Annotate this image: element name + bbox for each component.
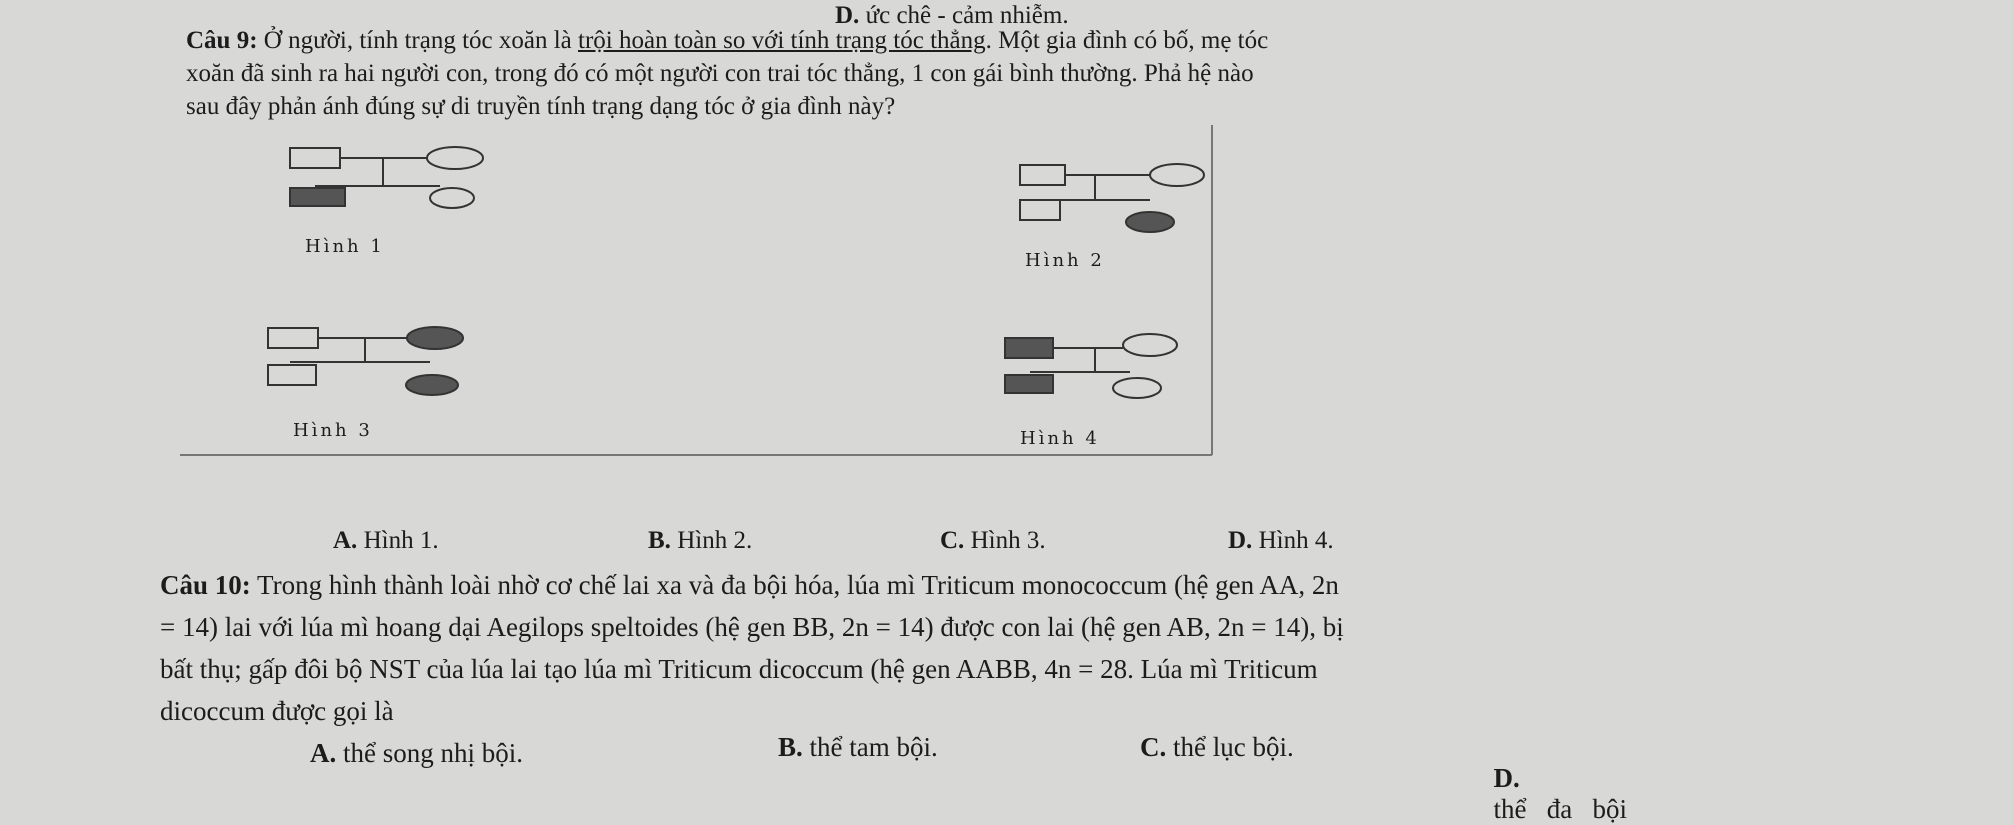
father-unaffected — [1020, 165, 1065, 185]
son-affected — [290, 188, 345, 206]
pedigree-3 — [268, 327, 463, 395]
mother-affected — [407, 327, 463, 349]
pedigree-2 — [1020, 164, 1204, 232]
figure-label-3: Hình 3 — [293, 420, 373, 441]
q10-line2: = 14) lai với lúa mì hoang dại Aegilops speltoides (hệ gen BB, 2n = 14) được con lai (hệ gen AB, 2n = 14), bị — [160, 612, 1344, 642]
pedigree-4 — [1005, 334, 1177, 398]
father-unaffected — [268, 328, 318, 348]
daughter-unaffected — [1113, 378, 1161, 398]
q10-option-d: D. thể đa bội — [1493, 763, 1627, 824]
q9-option-a: A. Hình 1. — [333, 527, 439, 554]
mother-unaffected — [1150, 164, 1204, 186]
q10-option-c: C. thể lục bội. — [1140, 732, 1294, 762]
q9-option-b: B. Hình 2. — [648, 527, 753, 554]
q9-line2: xoăn đã sinh ra hai người con, trong đó có một người con trai tóc thẳng, 1 con gái bình thường. Phả hệ nào — [186, 60, 1254, 87]
son-unaffected — [1020, 200, 1060, 220]
q9-line3: sau đây phản ánh đúng sự di truyền tính trạng dạng tóc ở gia đình này? — [186, 93, 896, 120]
son-affected — [1005, 375, 1053, 393]
q10-line4: dicoccum được gọi là — [160, 696, 394, 726]
mother-unaffected — [1123, 334, 1177, 356]
prev-option-d: D. ức chê - cảm nhiễm. — [835, 2, 1069, 29]
q9-option-d: D. Hình 4. — [1228, 527, 1334, 554]
q10-line1: Câu 10: Trong hình thành loài nhờ cơ chế lai xa và đa bội hóa, lúa mì Triticum monococcum (hệ gen AA, 2n — [160, 570, 1339, 600]
figure-label-2: Hình 2 — [1025, 250, 1105, 271]
q9-label: Câu 9: — [186, 27, 258, 54]
son-unaffected — [268, 365, 316, 385]
q9-line1: Câu 9: Ở người, tính trạng tóc xoăn là trội hoàn toàn so với tính trạng tóc thẳng. Một gia đình có bố, mẹ tóc — [186, 27, 1269, 54]
q10-label: Câu 10: — [160, 570, 251, 600]
daughter-affected — [1126, 212, 1174, 232]
q10-option-b: B. thể tam bội. — [778, 732, 938, 762]
figure-label-1: Hình 1 — [305, 236, 385, 257]
q10-line3: bất thụ; gấp đôi bộ NST của lúa lai tạo lúa mì Triticum dicoccum (hệ gen AABB, 4n = 28. Lúa mì Triticum — [160, 654, 1318, 684]
daughter-unaffected — [430, 188, 474, 208]
father-unaffected — [290, 148, 340, 168]
pedigree-1 — [290, 147, 483, 208]
q9-option-c: C. Hình 3. — [940, 527, 1046, 554]
q10-option-a: A. thể song nhị bội. — [310, 738, 523, 768]
figure-label-4: Hình 4 — [1020, 428, 1100, 449]
mother-unaffected — [427, 147, 483, 169]
father-affected — [1005, 338, 1053, 358]
daughter-affected — [406, 375, 458, 395]
